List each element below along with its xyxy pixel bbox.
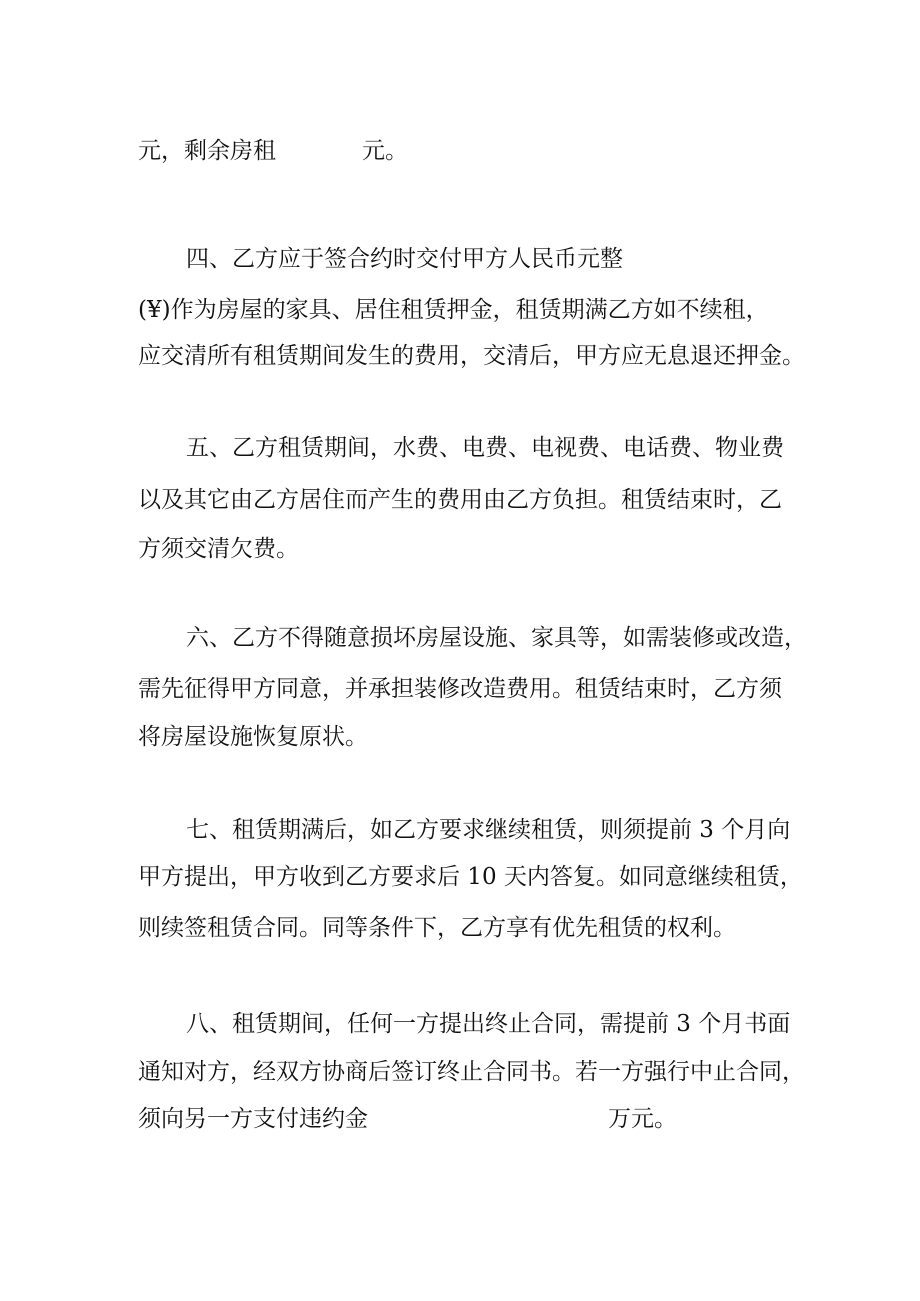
rent-text-start: 元，剩余房租 <box>138 138 276 164</box>
clause-4-line-1: 四、乙方应于签合约时交付甲方人民币元整 <box>186 246 623 272</box>
clause-8-line-1: 八、租赁期间，任何一方提出终止合同，需提前 3 个月书面 <box>186 1011 791 1037</box>
rent-remaining-line <box>138 136 408 166</box>
clause-5-line-3: 方须交清欠费。 <box>138 536 299 562</box>
rent-text-end: 元。 <box>362 138 408 164</box>
clause-7-line-3: 则续签租赁合同。同等条件下，乙方享有优先租赁的权利。 <box>138 915 736 941</box>
clause-8-line-3 <box>138 1104 677 1134</box>
clause-7-line-1: 七、租赁期满后，如乙方要求继续租赁，则须提前 3 个月向 <box>186 817 791 843</box>
clause-5-line-1: 五、乙方租赁期间，水费、电费、电视费、电话费、物业费 <box>186 435 784 461</box>
clause-4-line-3: 应交清所有租赁期间发生的费用，交清后，甲方应无息退还押金。 <box>138 343 805 369</box>
clause-5-line-2: 以及其它由乙方居住而产生的费用由乙方负担。租赁结束时，乙 <box>138 487 782 513</box>
clause-6-line-2: 需先征得甲方同意，并承担装修改造费用。租赁结束时，乙方须 <box>138 676 782 702</box>
penalty-text-end: 万元。 <box>608 1106 677 1132</box>
clause-6-line-1: 六、乙方不得随意损坏房屋设施、家具等，如需装修或改造， <box>186 625 807 651</box>
clause-4-line-2: (¥)作为房屋的家具、居住租赁押金，租赁期满乙方如不续租， <box>138 297 769 323</box>
clause-6-line-3: 将房屋设施恢复原状。 <box>138 724 368 750</box>
clause-8-line-2: 通知对方，经双方协商后签订终止合同书。若一方强行中止合同， <box>138 1059 805 1085</box>
penalty-text-start: 须向另一方支付违约金 <box>138 1106 368 1132</box>
clause-7-line-2: 甲方提出，甲方收到乙方要求后 10 天内答复。如同意继续租赁， <box>138 864 803 890</box>
